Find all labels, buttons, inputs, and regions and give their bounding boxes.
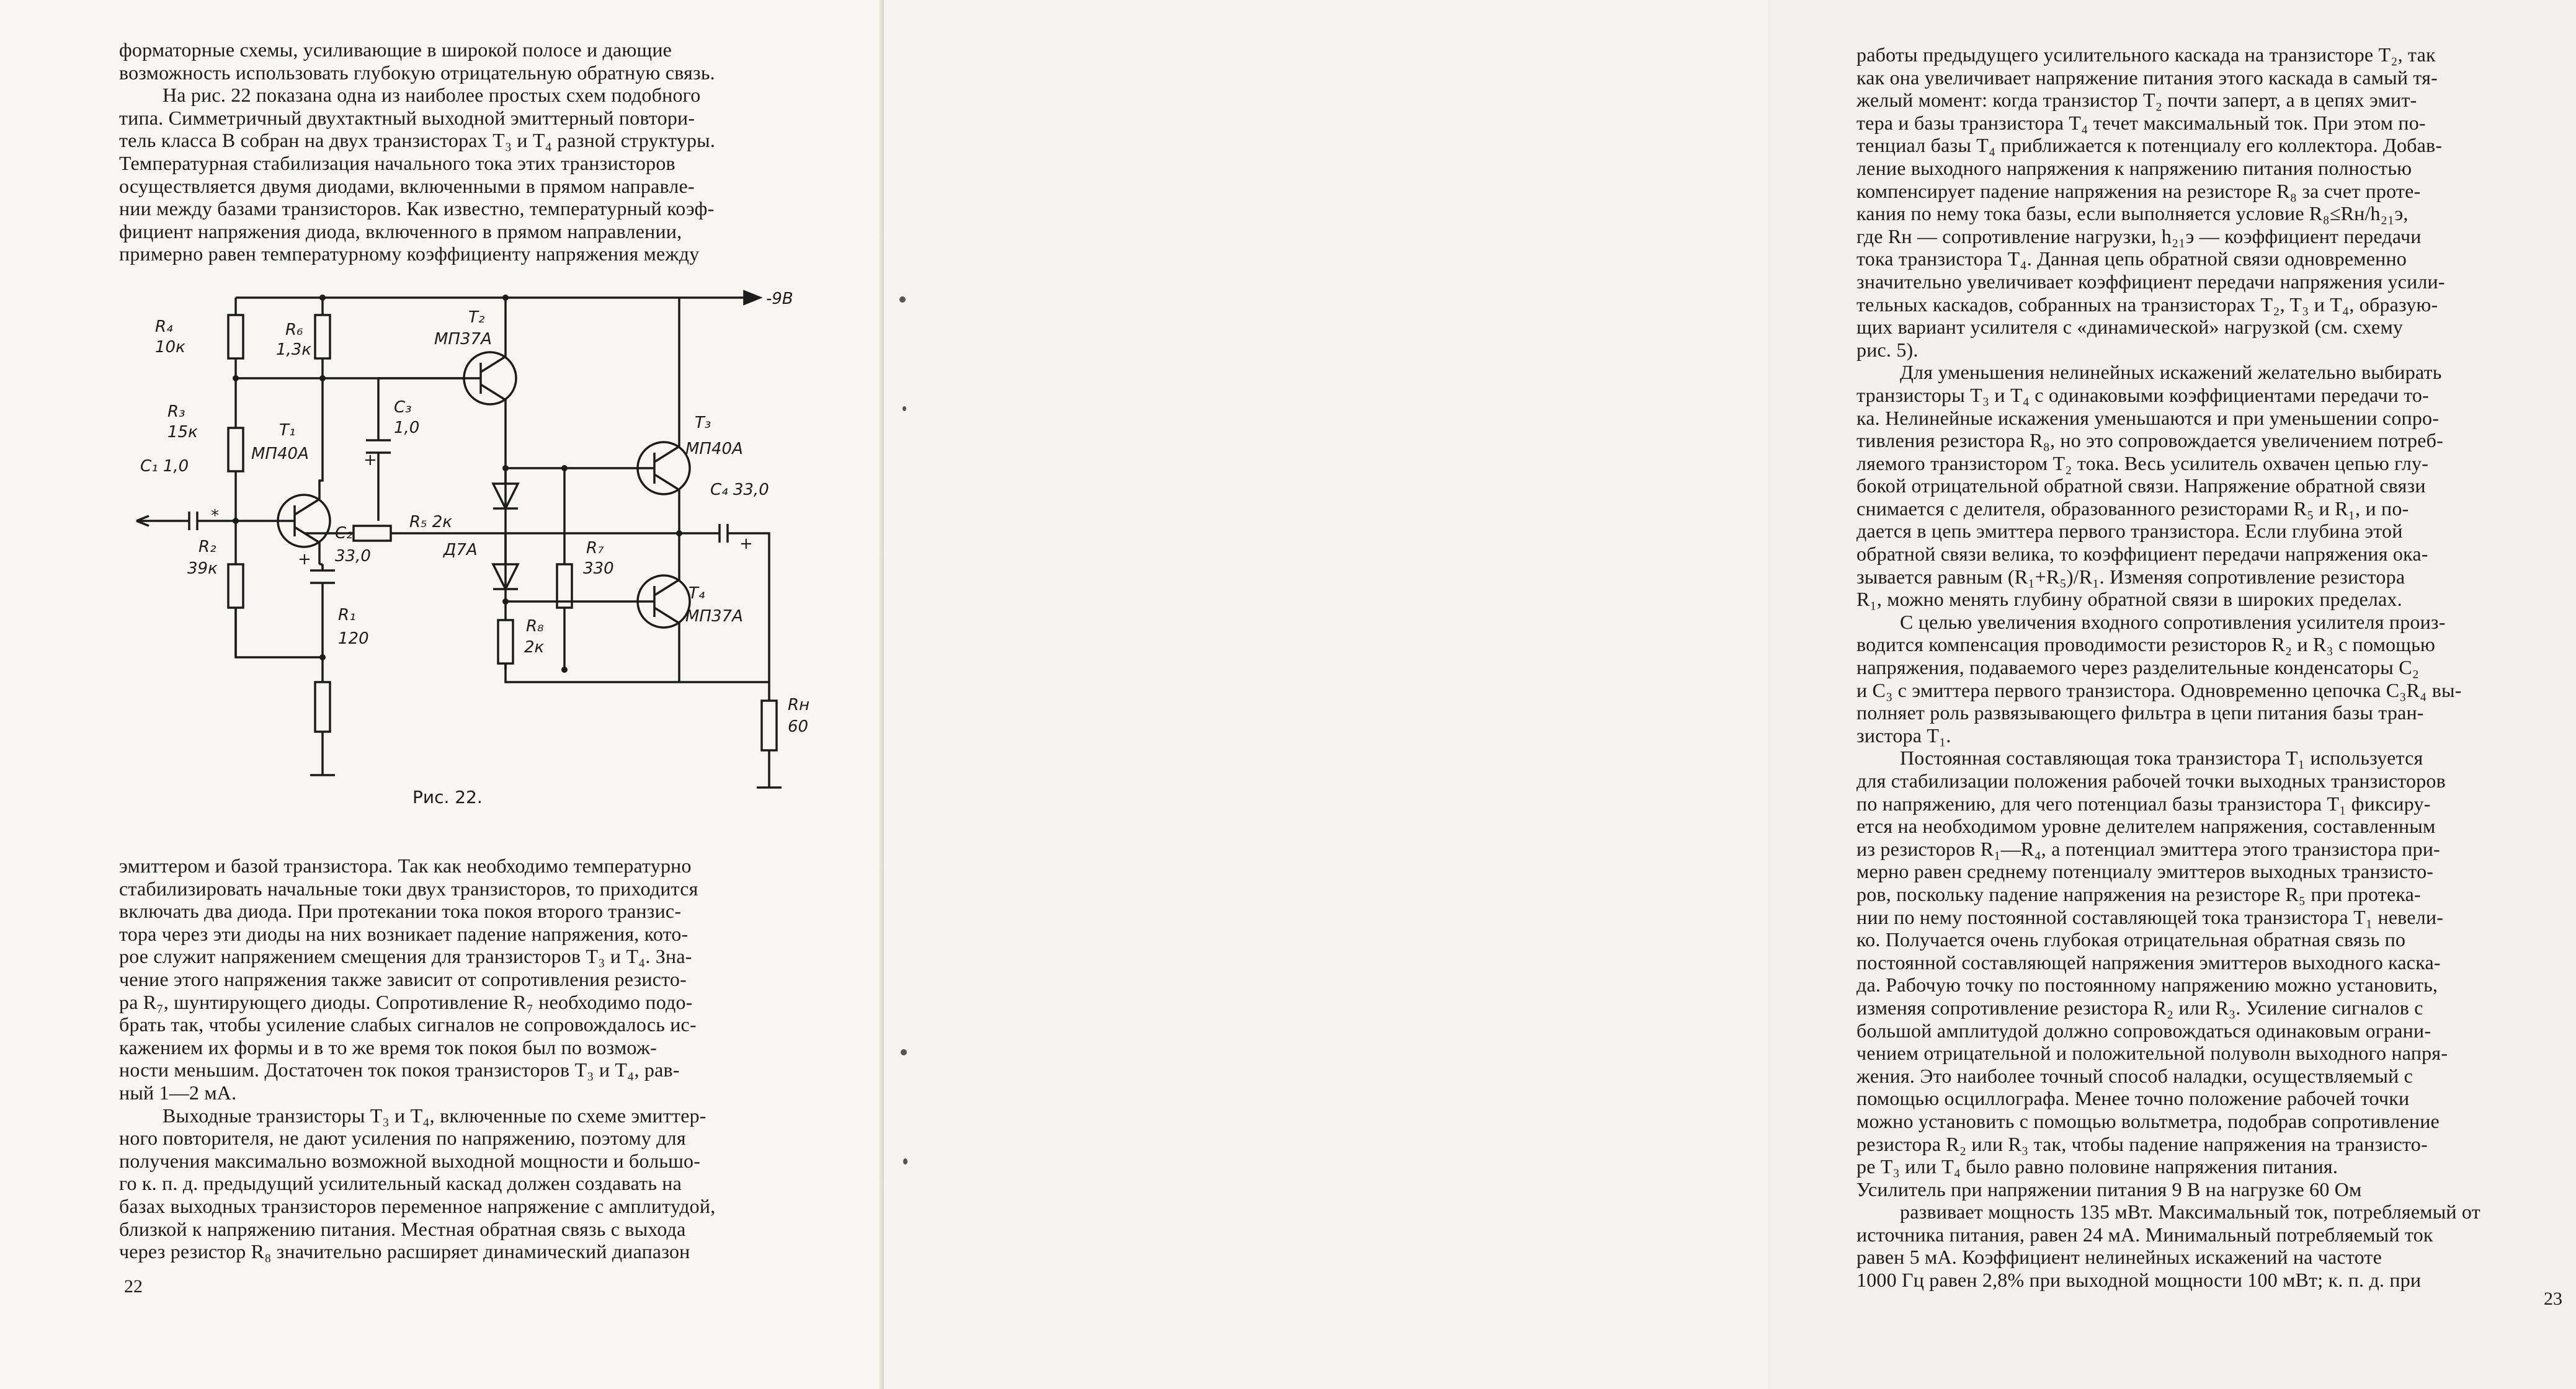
text-line: да. Рабочую точку по постоянному напряжению можно установить, xyxy=(1856,974,2438,996)
text-line: ра R₇, шунтирующего диоды. Сопротивление R₇ необходимо подо- xyxy=(119,990,693,1013)
text-line: включать два диода. При протекании тока покоя второго транзис- xyxy=(119,900,682,923)
text-line: стабилизировать начальные токи двух транзисторов, то приходится xyxy=(119,877,698,900)
text-line: возможность использовать глубокую отрицательную обратную связь. xyxy=(119,61,715,84)
resistor-r6 xyxy=(315,315,330,358)
text-line: изменяя сопротивление резистора R₂ или R₃. Усиление сигналов с xyxy=(1856,996,2423,1019)
scan-mark xyxy=(901,1049,907,1055)
label-r6: R₆ xyxy=(285,321,303,339)
text-line: тера и базы транзистора T₄ течет максимальный ток. При этом по- xyxy=(1856,111,2426,134)
text-line: Выходные транзисторы T₃ и T₄, включенные по схеме эмиттер- xyxy=(163,1104,706,1127)
text-line: большой амплитудой должно сопровождаться одинаковым ограни- xyxy=(1856,1019,2431,1042)
text-line: и C₃ с эмиттера первого транзистора. Одновременно цепочка C₃R₄ вы- xyxy=(1856,678,2462,701)
text-line: фициент напряжения диода, включенного в прямом направлении, xyxy=(119,220,682,242)
text-line: желый момент: когда транзистор T₂ почти заперт, а в цепях эмит- xyxy=(1856,89,2417,112)
circuit-diagram xyxy=(118,273,850,831)
page-number-right: 23 xyxy=(2544,1289,2562,1309)
left-bottom-text xyxy=(119,854,839,1263)
label-r2-value: 39к xyxy=(187,559,218,578)
label-t1: T₁ xyxy=(279,421,296,440)
text-line: работы предыдущего усилительного каскада на транзисторе T₂, так xyxy=(1856,43,2436,66)
text-line: ка. Нелинейные искажения уменьшаются и при уменьшении сопро- xyxy=(1856,406,2440,429)
label-r7-value: 330 xyxy=(583,559,614,578)
resistor-r3 xyxy=(228,428,243,471)
text-line: резистора R₂ или R₃ так, чтобы падение напряжения на транзисто- xyxy=(1856,1132,2428,1155)
capacitor-c1 xyxy=(180,512,236,530)
label-c3: C₃ xyxy=(394,398,412,417)
label-r3: R₃ xyxy=(167,402,185,421)
circuit-figure xyxy=(118,273,850,831)
label-rn-value: 60 xyxy=(788,717,809,736)
text-line: осуществляется двумя диодами, включенными в прямом направле- xyxy=(119,174,695,197)
text-line: рое служит напряжением смещения для транзисторов T₃ и T₄. Зна- xyxy=(119,945,692,968)
text-line: транзисторы T₃ и T₄ с одинаковыми коэффициентами передачи то- xyxy=(1856,383,2429,406)
text-line: из резисторов R₁—R₄, а потенциал эмиттера этого транзистора при- xyxy=(1856,837,2440,860)
resistor-r2 xyxy=(228,564,243,608)
text-line: равен 5 мА. Коэффициент нелинейных искажений на частоте xyxy=(1856,1246,2382,1269)
label-t4: T₄ xyxy=(689,584,705,603)
label-r1-value: 120 xyxy=(338,629,369,648)
text-line: Температурная стабилизация начального тока этих транзисторов xyxy=(119,151,675,174)
text-line: ляемого транзистором T₂ тока. Весь усилитель охвачен цепью глу- xyxy=(1856,451,2429,474)
text-line: жения. Это наиболее точный способ наладки, осуществляемый с xyxy=(1856,1064,2413,1087)
capacitor-c2 xyxy=(310,564,335,682)
label-r4-value: 10к xyxy=(155,338,185,357)
text-line: снимается с делителя, образованного резисторами R₅ и R₁, и по- xyxy=(1856,497,2409,520)
label-c2: C₂ xyxy=(335,524,353,543)
text-line: для стабилизации положения рабочей точки выходных транзисторов xyxy=(1856,770,2446,792)
text-line: напряжения, подаваемого через разделительные конденсаторы C₂ xyxy=(1856,656,2420,679)
text-line: тель класса В собран на двух транзисторах T₃ и T₄ разной структуры. xyxy=(119,129,716,152)
supply-arrow xyxy=(744,291,760,304)
label-r3-value: 15к xyxy=(167,423,198,442)
label-t4-model: МП37А xyxy=(685,607,743,626)
text-line: ного повторителя, не дают усиления по напряжению, поэтому для xyxy=(119,1127,686,1150)
label-diodes: Д7А xyxy=(443,541,478,559)
left-page xyxy=(0,0,884,1389)
text-line: тивления резистора R₈, но это сопровождается увеличением потреб- xyxy=(1856,429,2443,452)
label-c1: C₁ 1,0 xyxy=(140,457,189,476)
text-line: рис. 5). xyxy=(1856,338,1919,361)
text-line: С целью увеличения входного сопротивления усилителя произ- xyxy=(1900,610,2446,633)
label-r5: R₅ 2к xyxy=(409,513,452,531)
label-c4: C₄ 33,0 xyxy=(710,481,769,499)
text-line: чением отрицательной и положительной полуволн выходного напря- xyxy=(1856,1042,2448,1065)
text-line: нии между базами транзисторов. Как известно, температурный коэф- xyxy=(119,197,715,220)
text-line: мерно равен среднему потенциалу эмиттеров выходных транзисто- xyxy=(1856,860,2434,883)
text-line: развивает мощность 135 мВт. Максимальный ток, потребляемый от xyxy=(1900,1200,2480,1223)
resistor-r5 xyxy=(354,526,391,541)
page-number-left: 22 xyxy=(124,1276,143,1297)
right-text xyxy=(1856,43,2576,1292)
text-line: источника питания, равен 24 мА. Минимальный потребляемый ток xyxy=(1856,1223,2433,1246)
text-line: Для уменьшения нелинейных искажений желательно выбирать xyxy=(1900,361,2442,384)
text-line: ре T₃ или T₄ было равно половине напряжения питания. xyxy=(1856,1155,2338,1178)
label-t2: T₂ xyxy=(468,308,485,327)
label-rn: Rн xyxy=(788,696,810,714)
text-line: го к. п. д. предыдущий усилительный каскад должен создавать на xyxy=(119,1172,682,1195)
text-line: типа. Симметричный двухтактный выходной эмиттерный повтори- xyxy=(119,106,695,129)
text-line: чение этого напряжения также зависит от сопротивления резисто- xyxy=(119,967,687,990)
label-r1: R₁ xyxy=(338,606,356,624)
resistor-rn xyxy=(762,701,777,750)
resistor-r8 xyxy=(498,620,513,663)
text-line: полняет роль развязывающего фильтра в цепи питания базы тран- xyxy=(1856,701,2424,724)
text-line: помощью осциллографа. Менее точно положение рабочей точки xyxy=(1856,1087,2410,1110)
text-line: через резистор R₈ значительно расширяет динамический диапазон xyxy=(119,1240,690,1263)
label-r6-value: 1,3к xyxy=(276,340,312,359)
text-line: брать так, чтобы усиление слабых сигналов не сопровождалось ис- xyxy=(119,1013,697,1036)
scan-mark xyxy=(903,1158,907,1165)
text-line: бокой отрицательной обратной связи. Напряжение обратной связи xyxy=(1856,474,2426,497)
text-line: кания по нему тока базы, если выполняется условие R₈≤Rн/h₂₁э, xyxy=(1856,202,2409,225)
text-line: водится компенсация проводимости резисторов R₂ и R₃ с помощью xyxy=(1856,633,2435,656)
text-line: ление выходного напряжения к напряжению питания полностью xyxy=(1856,156,2412,179)
text-line: ется на необходимом уровне делителем напряжения, составленным xyxy=(1856,815,2436,838)
text-line: щих вариант усилителя с «динамической» нагрузкой (см. схему xyxy=(1856,316,2404,339)
resistor-r1 xyxy=(315,682,330,732)
label-t3-model: МП40А xyxy=(685,440,743,458)
text-line: форматорные схемы, усиливающие в широкой полосе и дающие xyxy=(119,38,672,61)
text-line: близкой к напряжению питания. Местная обратная связь с выхода xyxy=(119,1217,686,1240)
text-line: тора через эти диоды на них возникает падение напряжения, кото- xyxy=(119,922,689,945)
scan-mark xyxy=(902,406,906,411)
text-line: ный 1—2 мА. xyxy=(119,1081,237,1104)
text-line: зывается равным (R₁+R₅)/R₁. Изменяя сопротивление резистора xyxy=(1856,565,2405,588)
text-line: На рис. 22 показана одна из наиболее простых схем подобного xyxy=(163,84,701,107)
left-top-text xyxy=(119,38,839,265)
label-t1-model: МП40А xyxy=(251,445,309,463)
text-line: R₁, можно менять глубину обратной связи в широких пределах. xyxy=(1856,588,2402,611)
text-line: дается в цепь эмиттера первого транзистора. Если глубина этой xyxy=(1856,520,2403,543)
text-line: значительно увеличивает коэффициент передачи напряжения усили- xyxy=(1856,270,2445,293)
label-r4: R₄ xyxy=(155,317,173,336)
label-r2: R₂ xyxy=(198,538,216,556)
text-line: получения максимально возможной выходной мощности и большо- xyxy=(119,1149,701,1172)
text-line: по напряжению, для чего потенциал базы транзистора T₁ фиксиру- xyxy=(1856,792,2431,815)
label-r8: R₈ xyxy=(526,617,544,636)
label-c2-plus: + xyxy=(298,550,311,569)
text-line: кажением их формы и в то же время ток покоя был по возмож- xyxy=(119,1036,657,1058)
text-line: обратной связи велика, то коэффициент передачи напряжения ока- xyxy=(1856,543,2428,566)
text-line: постоянной составляющей напряжения эмиттеров выходного каска- xyxy=(1856,951,2441,974)
text-line: ко. Получается очень глубокая отрицательная обратная связь по xyxy=(1856,928,2406,951)
text-line: примерно равен температурному коэффициенту напряжения между xyxy=(119,242,700,265)
label-c2-value: 33,0 xyxy=(335,547,371,566)
text-line: ров, поскольку падение напряжения на резисторе R₅ при протека- xyxy=(1856,882,2421,905)
label-star: * xyxy=(211,507,219,525)
text-line: зистора T₁. xyxy=(1856,724,1951,747)
label-c3-plus: + xyxy=(363,451,377,469)
right-page xyxy=(884,0,2562,1389)
text-line: тенциал базы T₄ приближается к потенциалу его коллектора. Добав- xyxy=(1856,134,2443,157)
text-line: 1000 Гц равен 2,8% при выходной мощности 100 мВт; к. п. д. при xyxy=(1856,1269,2422,1292)
label-c4-plus: + xyxy=(739,535,753,553)
text-line: компенсирует падение напряжения на резисторе R₈ за счет проте- xyxy=(1856,179,2421,202)
text-line: тока транзистора T₄. Данная цепь обратной связи одновременно xyxy=(1856,247,2407,270)
text-line: нии по нему постоянной составляющей тока транзистора T₁ невели- xyxy=(1856,905,2444,928)
figure-caption: Рис. 22. xyxy=(412,787,483,807)
text-line: где Rн — сопротивление нагрузки, h₂₁э — коэффициент передачи xyxy=(1856,224,2422,247)
input-arrow xyxy=(136,516,180,526)
label-r7: R₇ xyxy=(586,539,604,557)
text-line: можно установить с помощью вольтметра, подобрав сопротивление xyxy=(1856,1109,2440,1132)
text-line: как она увеличивает напряжение питания этого каскада в самый тя- xyxy=(1856,66,2438,89)
label-t2-model: МП37А xyxy=(434,330,492,348)
scan-mark xyxy=(899,296,906,303)
text-line: тельных каскадов, собранных на транзисторах T₂, T₃ и T₄, образую- xyxy=(1856,293,2438,316)
text-line: базах выходных транзисторов переменное напряжение с амплитудой, xyxy=(119,1194,716,1217)
text-line: эмиттером и базой транзистора. Так как необходимо температурно xyxy=(119,854,692,877)
resistor-r4 xyxy=(228,315,243,358)
label-t3: T₃ xyxy=(695,414,711,432)
label-supply: -9В xyxy=(766,290,793,308)
text-line: Усилитель при напряжении питания 9 В на нагрузке 60 Ом xyxy=(1856,1178,2362,1200)
label-c3-value: 1,0 xyxy=(394,419,420,437)
text-line: ности меньшим. Достаточен ток покоя транзисторов T₃ и T₄, рав- xyxy=(119,1058,680,1081)
text-line: Постоянная составляющая тока транзистора T₁ используется xyxy=(1900,747,2423,770)
label-r8-value: 2к xyxy=(524,638,545,657)
